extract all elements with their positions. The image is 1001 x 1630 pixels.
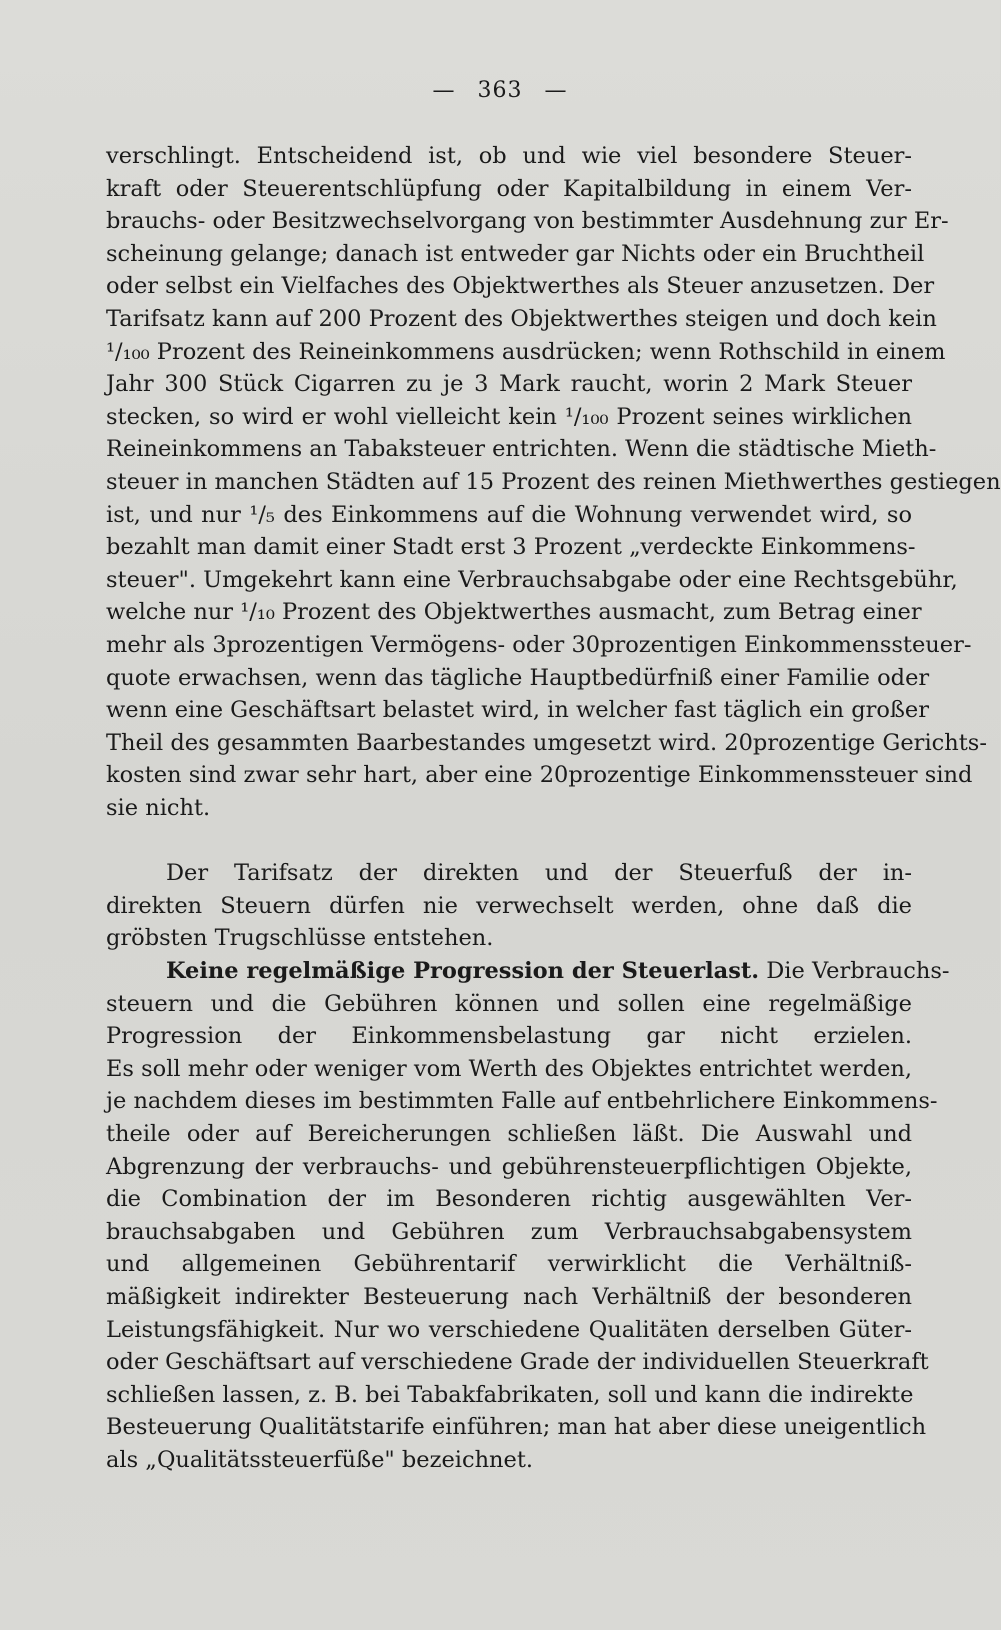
text-line: steuer in manchen Städten auf 15 Prozent des reinen Miethwerthes gestiegen	[106, 468, 1001, 495]
text-line: gröbsten Trugschlüsse entstehen.	[106, 925, 494, 952]
text-line: die Combination der im Besonderen richtig ausgewählten Ver-	[106, 1186, 912, 1213]
text-line: wenn eine Geschäftsart belastet wird, in welcher fast täglich ein großer	[106, 697, 930, 724]
header-dash-right: —	[544, 78, 568, 103]
text-line: stecken, so wird er wohl vielleicht kein ¹/₁₀₀ Prozent seines wirklichen	[106, 403, 912, 430]
text-line: Abgrenzung der verbrauchs- und gebührensteuerpflichtigen Objekte,	[106, 1153, 912, 1180]
section-heading: Keine regelmäßige Progression der Steuerlast.	[166, 958, 760, 984]
paragraph-2	[106, 857, 912, 955]
text-line: Leistungsfähigkeit. Nur wo verschiedene Qualitäten derselben Güter-	[106, 1316, 912, 1343]
heading-line-rest: Die Verbrauchs-	[766, 958, 950, 984]
text-line: brauchs- oder Besitzwechselvorgang von bestimmter Ausdehnung zur Er-	[106, 208, 949, 235]
text-line: und allgemeinen Gebührentarif verwirklicht die Verhältniß-	[106, 1251, 912, 1278]
text-line: bezahlt man damit einer Stadt erst 3 Prozent „verdeckte Einkommens-	[106, 534, 916, 561]
text-line: sie nicht.	[106, 794, 211, 821]
page-number-header	[0, 78, 1000, 103]
paragraph-1	[106, 140, 1001, 824]
text-line: kraft oder Steuerentschlüpfung oder Kapitalbildung in einem Ver-	[106, 175, 912, 202]
text-line: quote erwachsen, wenn das tägliche Hauptbedürfniß einer Familie oder	[106, 664, 930, 691]
text-line: steuern und die Gebühren können und sollen eine regelmäßige	[106, 990, 912, 1017]
text-line: Theil des gesammten Baarbestandes umgesetzt wird. 20prozentige Gerichts-	[106, 729, 987, 756]
paragraph-3-first-line	[106, 955, 950, 988]
text-line: je nachdem dieses im bestimmten Falle auf entbehrlichere Einkommens-	[106, 1088, 938, 1115]
text-line: oder Geschäftsart auf verschiedene Grade der individuellen Steuerkraft	[106, 1349, 929, 1376]
text-line: kosten sind zwar sehr hart, aber eine 20prozentige Einkommenssteuer sind	[106, 762, 973, 789]
text-line: schließen lassen, z. B. bei Tabakfabrikaten, soll und kann die indirekte	[106, 1381, 914, 1408]
text-line: brauchsabgaben und Gebühren zum Verbrauchsabgabensystem	[106, 1218, 912, 1245]
text-line: Tarifsatz kann auf 200 Prozent des Objektwerthes steigen und doch kein	[106, 305, 937, 332]
text-line: steuer". Umgekehrt kann eine Verbrauchsabgabe oder eine Rechtsgebühr,	[106, 566, 958, 593]
text-line: oder selbst ein Vielfaches des Objektwerthes als Steuer anzusetzen. Der	[106, 273, 935, 300]
text-line: mäßigkeit indirekter Besteuerung nach Verhältniß der besonderen	[106, 1283, 912, 1310]
text-line: Jahr 300 Stück Cigarren zu je 3 Mark raucht, worin 2 Mark Steuer	[106, 371, 912, 398]
header-dash-left: —	[432, 78, 456, 103]
paragraph-3	[106, 955, 950, 1477]
text-line: direkten Steuern dürfen nie verwechselt werden, ohne daß die	[106, 892, 912, 919]
text-line: theile oder auf Bereicherungen schließen läßt. Die Auswahl und	[106, 1120, 912, 1147]
text-line: Der Tarifsatz der direkten und der Steuerfuß der in-	[166, 860, 912, 886]
text-line: Es soll mehr oder weniger vom Werth des Objektes entrichtet werden,	[106, 1055, 913, 1082]
text-line: ¹/₁₀₀ Prozent des Reineinkommens ausdrücken; wenn Rothschild in einem	[106, 338, 946, 365]
page-number: 363	[477, 78, 523, 103]
text-line: Reineinkommens an Tabaksteuer entrichten. Wenn die städtische Mieth-	[106, 436, 937, 463]
text-line: Besteuerung Qualitätstarife einführen; man hat aber diese uneigentlich	[106, 1414, 927, 1441]
text-line: welche nur ¹/₁₀ Prozent des Objektwerthes ausmacht, zum Betrag einer	[106, 599, 922, 626]
text-line: mehr als 3prozentigen Vermögens- oder 30prozentigen Einkommenssteuer-	[106, 631, 972, 658]
text-line: ist, und nur ¹/₅ des Einkommens auf die Wohnung verwendet wird, so	[106, 501, 912, 528]
text-line: verschlingt. Entscheidend ist, ob und wie viel besondere Steuer-	[106, 143, 912, 169]
text-line: als „Qualitätssteuerfüße" bezeichnet.	[106, 1446, 534, 1473]
text-line: scheinung gelange; danach ist entweder gar Nichts oder ein Bruchtheil	[106, 240, 925, 267]
text-line: Progression der Einkommensbelastung gar nicht erzielen.	[106, 1023, 912, 1050]
